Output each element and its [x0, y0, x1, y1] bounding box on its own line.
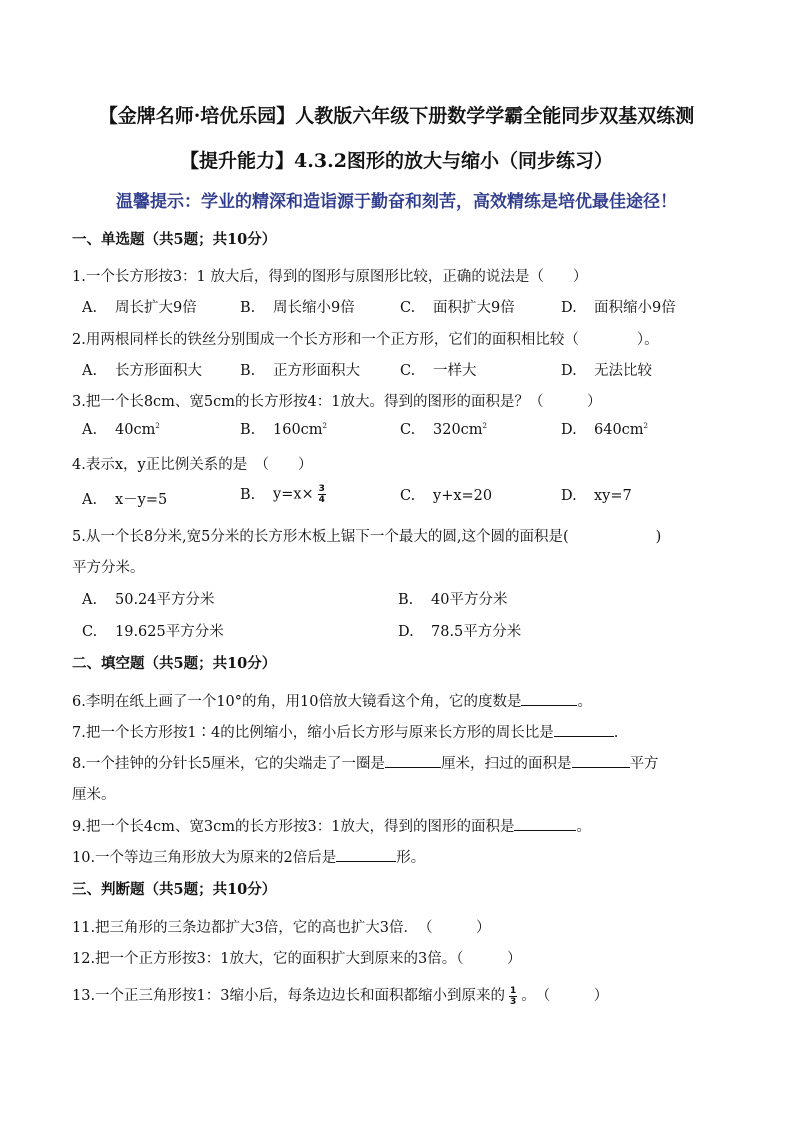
option-text: 40cm [115, 422, 156, 438]
option-text: 无法比较 [594, 363, 652, 379]
option-text: x－y=5 [115, 492, 168, 508]
question-10-end: 形。 [396, 850, 426, 866]
option-text: 周长缩小9倍 [273, 300, 355, 316]
question-5-option-c[interactable] [82, 620, 224, 641]
option-label: D. [561, 422, 577, 438]
option-label: A. [82, 363, 98, 379]
question-1-option-a[interactable] [82, 296, 197, 317]
question-11: 11.把三角形的三条边都扩大3倍，它的高也扩大3倍． （ ） [72, 920, 491, 936]
question-3-option-a[interactable] [82, 422, 160, 438]
lesson-title: 【提升能力】4.3.2图形的放大与缩小（同步练习） [180, 150, 613, 172]
option-label: D. [561, 300, 577, 316]
question-3-stem: 3.把一个长8cm、宽5cm的长方形按4：1放大。得到的图形的面积是？（ ） [72, 394, 602, 410]
answer-blank[interactable] [521, 693, 577, 706]
option-label: C. [400, 488, 416, 504]
option-label: C. [400, 300, 416, 316]
answer-blank[interactable] [385, 755, 441, 768]
fraction-one-third [509, 986, 517, 1007]
answer-blank[interactable] [336, 849, 396, 862]
option-text: 19.625平方分米 [115, 624, 224, 640]
option-text: 长方形面积大 [115, 363, 202, 379]
option-text: 周长扩大9倍 [115, 300, 197, 316]
option-label: A. [82, 592, 98, 608]
option-label: D. [561, 488, 577, 504]
question-9-text: 9.把一个长4cm、宽3cm的长方形按3：1放大，得到的图形的面积是 [72, 819, 515, 835]
question-7 [72, 721, 618, 742]
question-2-option-d[interactable] [561, 359, 652, 380]
question-5-option-b[interactable] [398, 588, 507, 609]
option-label: B. [240, 300, 256, 316]
question-4-option-c[interactable] [400, 488, 492, 504]
option-text: 78.5平方分米 [431, 624, 522, 640]
question-10-text: 10.一个等边三角形放大为原来的2倍后是 [72, 850, 337, 866]
option-label: B. [398, 592, 414, 608]
fraction-denominator: 3 [510, 996, 517, 1007]
option-text: 一样大 [433, 363, 477, 379]
question-13-end: 。 （ ） [521, 988, 609, 1004]
answer-blank[interactable] [514, 818, 576, 831]
question-4-option-a[interactable] [82, 488, 167, 509]
option-text: 正方形面积大 [273, 363, 360, 379]
option-text: 面积缩小9倍 [594, 300, 676, 316]
question-1-option-c[interactable] [400, 296, 515, 317]
fraction-denominator: 4 [318, 495, 325, 505]
question-3-option-c[interactable] [400, 422, 487, 438]
option-label: A. [82, 300, 98, 316]
question-12: 12.把一个正方形按3：1放大，它的面积扩大到原来的3倍。（ ） [72, 951, 522, 967]
fraction-three-quarters [318, 484, 326, 505]
option-text: y=x× [273, 486, 314, 503]
question-8-end: 平方 [629, 756, 659, 772]
superscript: 2 [482, 422, 488, 430]
option-label: C. [400, 422, 416, 438]
option-label: A. [82, 492, 98, 508]
option-text: 640cm [594, 422, 644, 438]
option-text: 160cm [273, 422, 323, 438]
question-8-continued: 厘米。 [72, 787, 116, 803]
question-4-option-d[interactable] [561, 488, 632, 504]
option-label: B. [240, 486, 256, 503]
question-3-option-d[interactable] [561, 422, 648, 438]
answer-blank[interactable] [572, 755, 630, 768]
option-label: D. [398, 624, 414, 640]
question-13 [72, 984, 608, 1007]
section-heading-true-false: 三、判断题（共5题；共10分） [72, 881, 277, 898]
answer-blank[interactable] [554, 724, 614, 737]
question-9 [72, 815, 591, 836]
option-text: 40平方分米 [431, 592, 508, 608]
option-text: 320cm [433, 422, 483, 438]
option-label: C. [400, 363, 416, 379]
question-9-end: 。 [576, 819, 591, 835]
superscript: 2 [155, 422, 160, 430]
section-heading-fill-blank: 二、填空题（共5题；共10分） [72, 655, 277, 672]
question-4-option-b[interactable] [240, 484, 330, 505]
question-2-option-a[interactable] [82, 359, 202, 380]
question-1-option-d[interactable] [561, 296, 676, 317]
question-6-end: 。 [577, 694, 592, 710]
question-5-stem: 5.从一个长8分米,宽5分米的长方形木板上锯下一个最大的圆,这个圆的面积是( ) [72, 529, 662, 545]
question-6 [72, 690, 592, 711]
question-3-option-b[interactable] [240, 422, 327, 438]
series-title: 【金牌名师·培优乐园】人教版六年级下册数学学霸全能同步双基双练测 [98, 105, 695, 127]
question-5-stem-continued: 平方分米。 [72, 560, 145, 576]
option-text: 面积扩大9倍 [433, 300, 515, 316]
option-label: B. [240, 363, 256, 379]
fraction-numerator: 1 [510, 985, 517, 996]
question-2-option-b[interactable] [240, 359, 360, 380]
question-13-text: 13.一个正三角形按1：3缩小后，每条边边长和面积都缩小到原来的 [72, 988, 506, 1004]
question-8 [72, 752, 659, 773]
question-7-end: . [613, 725, 619, 741]
question-4-stem: 4.表示x，y正比例关系的是 （ ） [72, 457, 313, 473]
question-2-stem: 2.用两根同样长的铁丝分别围成一个长方形和一个正方形，它们的面积相比较（ ）。 [72, 332, 659, 348]
option-text: xy=7 [594, 488, 632, 504]
option-text: 50.24平方分米 [115, 592, 215, 608]
superscript: 2 [322, 422, 328, 430]
question-6-text: 6.李明在纸上画了一个10°的角，用10倍放大镜看这个角，它的度数是 [72, 694, 522, 710]
option-label: C. [82, 624, 98, 640]
question-5-option-d[interactable] [398, 620, 521, 641]
option-text: y+x=20 [433, 488, 493, 504]
question-8-text: 8.一个挂钟的分针长5厘米，它的尖端走了一圈是 [72, 756, 386, 772]
study-tip: 温馨提示：学业的精深和造诣源于勤奋和刻苦，高效精练是培优最佳途径！ [116, 192, 677, 212]
option-label: B. [240, 422, 256, 438]
option-label: D. [561, 363, 577, 379]
fraction-numerator: 3 [318, 484, 325, 494]
question-10 [72, 846, 425, 867]
question-1-option-b[interactable] [240, 296, 355, 317]
section-heading-single-choice: 一、单选题（共5题；共10分） [72, 231, 277, 248]
question-5-option-a[interactable] [82, 588, 215, 609]
question-7-text: 7.把一个长方形按1∶4的比例缩小，缩小后长方形与原来长方形的周长比是 [72, 725, 554, 741]
question-8-mid: 厘米，扫过的面积是 [441, 756, 572, 772]
option-label: A. [82, 422, 98, 438]
question-1-stem: 1.一个长方形按3：1 放大后，得到的图形与原图形比较，正确的说法是（ ） [72, 269, 588, 285]
superscript: 2 [643, 422, 649, 430]
question-2-option-c[interactable] [400, 359, 477, 380]
